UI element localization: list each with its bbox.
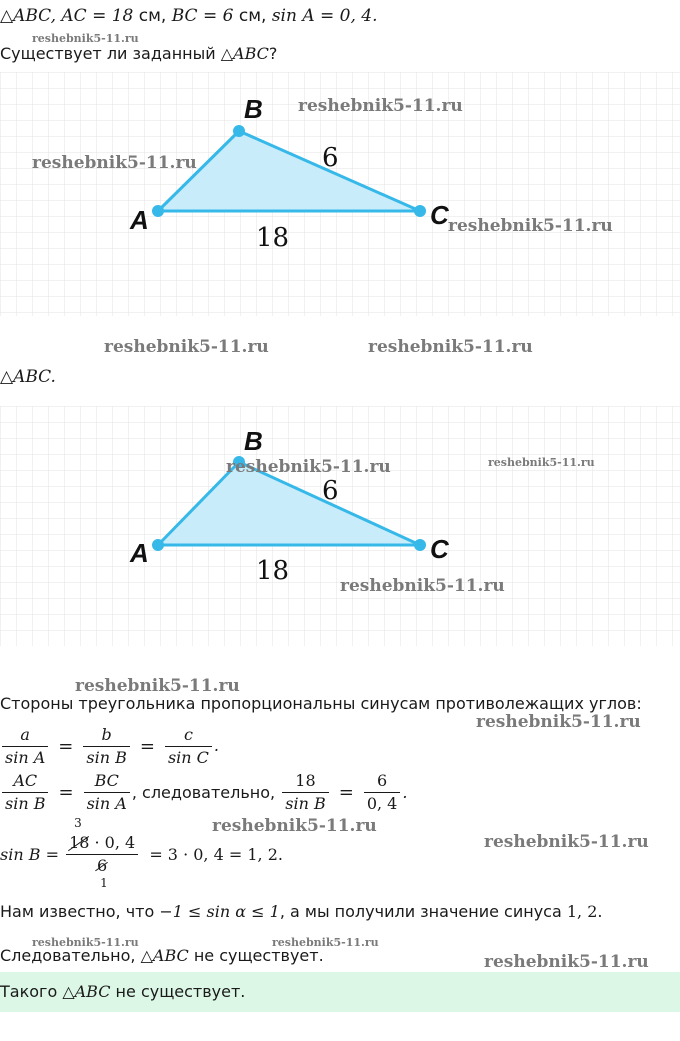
watermark: reshebnik5-11.ru (488, 456, 595, 469)
sine-calculation: sin B = 3 18 · 0, 4 6 1 = 3 · 0, 4 = 1, 2. (0, 816, 283, 890)
triangle-figure-2 (0, 406, 680, 646)
side-bc-label: 6 (322, 143, 339, 173)
watermark: reshebnik5-11.ru (272, 936, 379, 949)
watermark: reshebnik5-11.ru (298, 96, 463, 116)
vertex-c-point (414, 205, 426, 217)
conclusion-text: Следовательно, △ABC не существует. (0, 946, 324, 965)
watermark: reshebnik5-11.ru (104, 337, 269, 357)
sine-bound-text: Нам известно, что −1 ≤ sin α ≤ 1, а мы получили значение синуса 1, 2. (0, 902, 603, 921)
vertex-b-point (233, 125, 245, 137)
answer-box (0, 972, 680, 1012)
watermark: reshebnik5-11.ru (484, 952, 649, 972)
watermark: reshebnik5-11.ru (448, 216, 613, 236)
given-triangle-label: △ABC. (0, 367, 56, 387)
vertex-b-label: B (244, 94, 263, 124)
watermark: reshebnik5-11.ru (226, 457, 391, 477)
watermark: reshebnik5-11.ru (32, 153, 197, 173)
vertex-a-label: A (130, 538, 149, 568)
vertex-a-point (152, 205, 164, 217)
answer-text: Такого △ABC не существует. (0, 982, 246, 1001)
vertex-b-label: B (244, 426, 263, 456)
rule-text: Стороны треугольника пропорциональны синусам противолежащих углов: (0, 694, 642, 713)
watermark: reshebnik5-11.ru (32, 936, 139, 949)
watermark: reshebnik5-11.ru (340, 576, 505, 596)
problem-question: Существует ли заданный △ABC? (0, 44, 278, 63)
watermark: reshebnik5-11.ru (212, 816, 377, 836)
watermark: reshebnik5-11.ru (484, 832, 649, 852)
vertex-c-point (414, 539, 426, 551)
proportion-step: $\frac{AC}{\text{sin B}}$ = $\frac{BC}{\text{sin A}}$ , следовательно, $\frac{18}{\text{sin B}}$ = $\frac{6}{0, 4}$ . (0, 770, 407, 815)
vertex-c-label: C (430, 534, 449, 564)
vertex-c-label: C (430, 200, 449, 230)
vertex-a-point (152, 539, 164, 551)
problem-condition: △ABC, AC = 18 см, BC = 6 см, sin A = 0, 4. (0, 6, 378, 26)
side-bc-label: 6 (322, 476, 339, 506)
watermark: reshebnik5-11.ru (32, 32, 139, 45)
side-ac-label: 18 (256, 223, 290, 253)
watermark: reshebnik5-11.ru (75, 676, 240, 696)
watermark: reshebnik5-11.ru (476, 712, 641, 732)
vertex-a-label: A (130, 205, 149, 235)
watermark: reshebnik5-11.ru (368, 337, 533, 357)
law-of-sines: $\frac{a}{\text{sin A}}$ = $\frac{b}{\text{sin B}}$ = $\frac{c}{\text{sin C}}$ . (0, 724, 219, 769)
side-ac-label: 18 (256, 556, 290, 586)
